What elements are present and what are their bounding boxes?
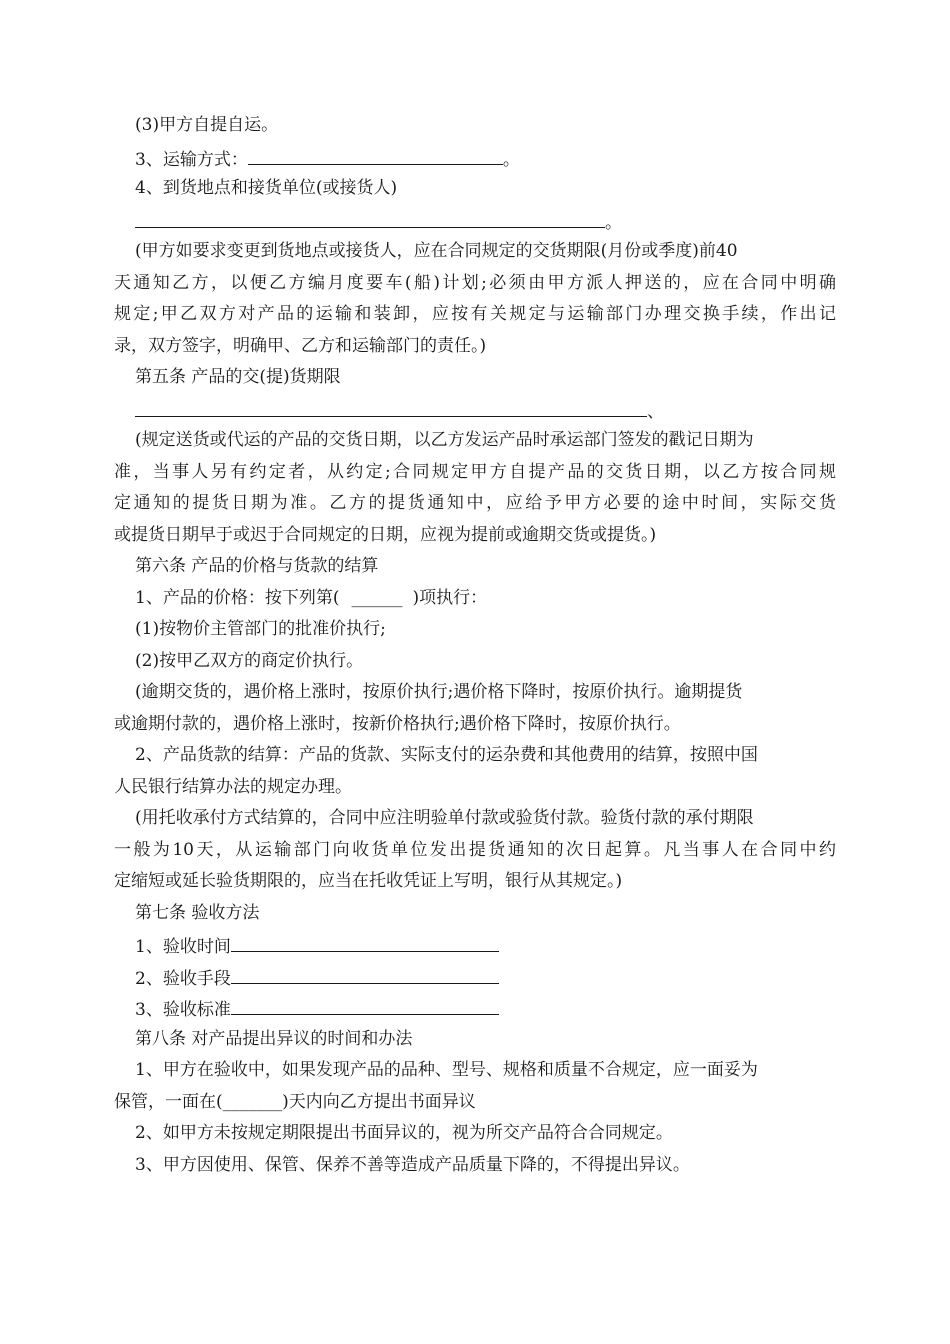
paragraph-line: (逾期交货的，遇价格上涨时，按原价执行;遇价格下降时，按原价执行。逾期提货 xyxy=(135,682,743,702)
delivery-location-blank[interactable] xyxy=(135,205,605,228)
list-item: 3、甲方因使用、保管、保养不善等造成产品质量下降的，不得提出异议。 xyxy=(135,1154,690,1175)
comma-mark: 、 xyxy=(647,401,664,422)
inspection-means-line xyxy=(114,961,836,993)
inspection-means-blank[interactable] xyxy=(231,961,499,984)
transport-method-line xyxy=(114,142,836,174)
paragraph-line: (甲方如要求变更到货地点或接货人，应在合同规定的交货期限(月份或季度)前40 xyxy=(135,241,738,261)
paragraph-line: (规定送货或代运的产品的交货日期，以乙方发运产品时承运部门签发的戳记日期为 xyxy=(135,430,754,450)
inspection-time-label: 1、验收时间 xyxy=(135,937,231,957)
paragraph-line: 规定;甲乙双方对产品的运输和装卸，应按有关规定与运输部门办理交换手续，作出记 xyxy=(114,304,836,324)
paragraph-line: (3)甲方自提自运。 xyxy=(135,115,279,135)
paragraph-line: 录，双方签字，明确甲、乙方和运输部门的责任。) xyxy=(114,335,487,356)
article-5-heading: 第五条 产品的交(提)货期限 xyxy=(135,367,341,387)
delivery-deadline-fill-line xyxy=(114,394,836,426)
inspection-time-line xyxy=(114,929,836,961)
paragraph-line: 定通知的提货日期为准。乙方的提货通知中，应给予甲方必要的途中时间，实际交货 xyxy=(114,493,836,513)
paragraph-line: 或提货日期早于或迟于合同规定的日期，应视为提前或逾期交货或提货。) xyxy=(114,524,657,545)
inspection-means-label: 2、验收手段 xyxy=(135,968,231,989)
objection-days-line xyxy=(114,1087,836,1119)
price-option-line xyxy=(114,583,836,615)
list-item: 2、如甲方未按规定期限提出书面异议的，视为所交产品符合合同规定。 xyxy=(135,1123,673,1143)
inspection-standard-blank[interactable] xyxy=(231,992,499,1015)
paragraph-line: (用托收承付方式结算的，合同中应注明验单付款或验货付款。验货付款的承付期限 xyxy=(135,808,754,828)
paragraph-line: 天通知乙方，以便乙方编月度要车(船)计划;必须由甲方派人押送的，应在合同中明确 xyxy=(114,272,836,293)
paragraph-line: 定缩短或延长验货期限的，应当在托收凭证上写明，银行从其规定。) xyxy=(114,871,623,891)
inspection-standard-line xyxy=(114,992,836,1024)
transport-method-label: 3、运输方式： xyxy=(135,149,248,170)
objection-days-label: 保管，一面在( xyxy=(114,1091,223,1112)
paragraph-line: 准，当事人另有约定者，从约定;合同规定甲方自提产品的交货日期，以乙方按合同规 xyxy=(114,461,836,482)
paragraph-line: 一般为10天，从运输部门向收货单位发出提货通知的次日起算。凡当事人在合同中约 xyxy=(114,839,836,860)
price-option-suffix: )项执行： xyxy=(412,587,488,608)
delivery-location-fill-line xyxy=(114,205,836,237)
delivery-location-line: 4、到货地点和接货单位(或接货人) xyxy=(135,178,398,198)
price-option-label: 1、产品的价格：按下列第( xyxy=(135,587,340,608)
article-6-heading: 第六条 产品的价格与货款的结算 xyxy=(135,556,379,576)
delivery-deadline-blank[interactable] xyxy=(135,394,647,417)
inspection-standard-label: 3、验收标准 xyxy=(135,1000,231,1020)
article-8-heading: 第八条 对产品提出异议的时间和办法 xyxy=(135,1028,413,1049)
inspection-time-blank[interactable] xyxy=(231,929,499,952)
period-mark: 。 xyxy=(502,149,520,170)
list-item: (2)按甲乙双方的商定价执行。 xyxy=(135,650,364,671)
price-option-blank[interactable]: ______ xyxy=(351,587,403,608)
paragraph-line: 1、甲方在验收中，如果发现产品的品种、型号、规格和质量不合规定，应一面妥为 xyxy=(135,1060,758,1080)
paragraph-line: 人民银行结算办法的规定办理。 xyxy=(114,776,352,797)
period-mark: 。 xyxy=(605,212,622,233)
paragraph-line: 2、产品货款的结算：产品的货款、实际支付的运杂费和其他费用的结算，按照中国 xyxy=(135,745,758,765)
list-item: (1)按物价主管部门的批准价执行; xyxy=(135,619,386,639)
paragraph-line: 或逾期付款的，遇价格上涨时，按新价格执行;遇价格下降时，按原价执行。 xyxy=(114,713,681,734)
objection-days-suffix: )天内向乙方提出书面异议 xyxy=(282,1091,476,1112)
objection-days-blank[interactable]: _______ xyxy=(222,1091,283,1112)
article-7-heading: 第七条 验收方法 xyxy=(135,902,260,923)
transport-method-blank[interactable] xyxy=(248,142,503,165)
